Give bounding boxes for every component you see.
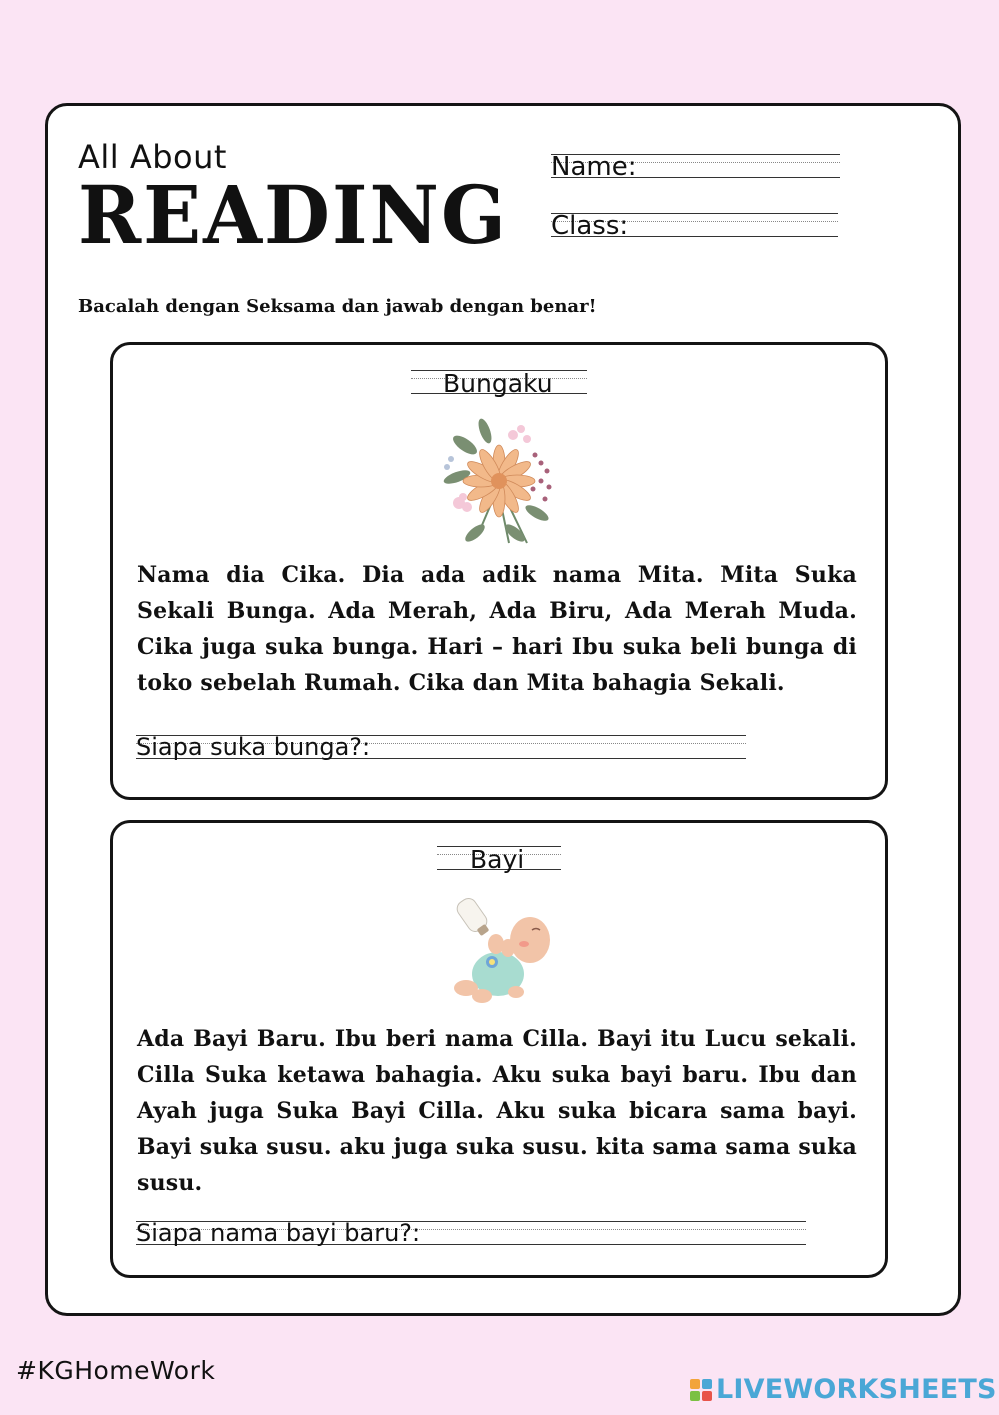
question-label: Siapa nama bayi baru?: bbox=[136, 1219, 421, 1247]
story-title: Bungaku bbox=[443, 369, 553, 398]
hashtag: #KGHomeWork bbox=[16, 1356, 216, 1385]
class-label: Class: bbox=[551, 211, 629, 241]
page-subtitle: All About bbox=[78, 138, 227, 176]
story-passage: Nama dia Cika. Dia ada adik nama Mita. Mita Suka Sekali Bunga. Ada Merah, Ada Biru, Ada Merah Muda. Cika juga suka bunga. Hari – hari Ibu suka beli bunga di toko sebelah Rumah. Cika dan Mita bahagia Sekali. bbox=[137, 562, 857, 696]
liveworksheets-logo-icon bbox=[690, 1379, 712, 1401]
liveworksheets-logo[interactable] bbox=[690, 1374, 997, 1405]
story-passage: Ada Bayi Baru. Ibu beri nama Cilla. Bayi itu Lucu sekali. Cilla Suka ketawa bahagia. Aku suka bayi baru. Ibu dan Ayah juga Suka Bayi Cilla. Aku suka bicara sama bayi. Bayi suka susu. aku juga suka susu. kita sama sama suka susu. bbox=[137, 1026, 857, 1196]
page-title: READING bbox=[78, 168, 508, 263]
logo-text: LIVEWORKSHEETS bbox=[716, 1374, 997, 1405]
flower-bouquet-icon bbox=[437, 415, 559, 550]
story-title: Bayi bbox=[470, 845, 525, 874]
instructions: Bacalah dengan Seksama dan jawab dengan benar! bbox=[78, 296, 597, 317]
baby-with-bottle-icon bbox=[452, 892, 552, 1007]
question-label: Siapa suka bunga?: bbox=[136, 733, 371, 761]
name-label: Name: bbox=[551, 152, 637, 182]
